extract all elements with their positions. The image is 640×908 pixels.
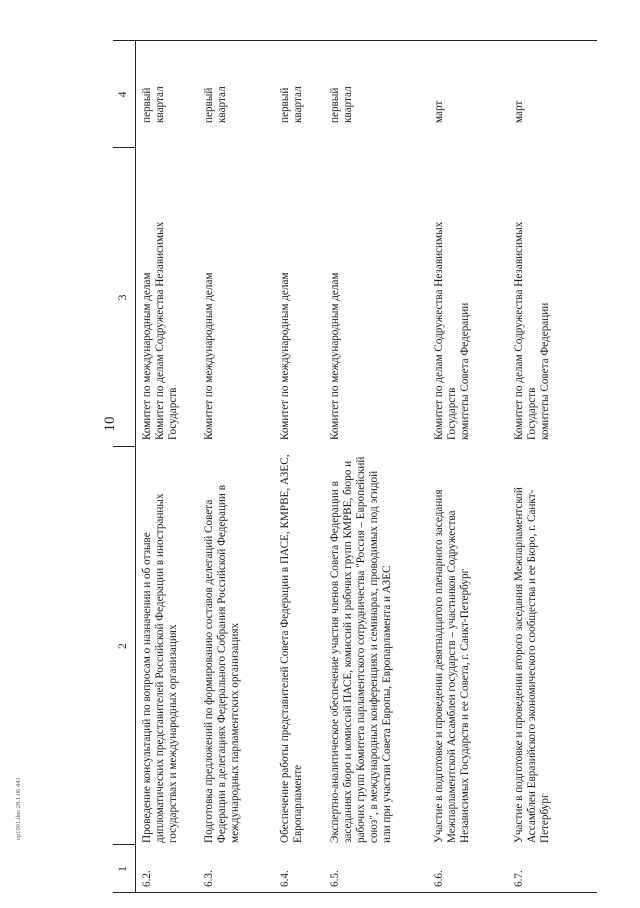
document-footer: ср1901.doc 28.1.06 441 [15, 777, 22, 840]
responsible-committee: Комитет по международным делам [203, 272, 215, 440]
responsible-committee: Комитет по делам Содружества Независимых Государств комитеты Совета Федерации [433, 221, 471, 440]
due-period: первый квартал [141, 86, 166, 123]
item-description: Подготовка предложений по формированию составов делегаций Совета Федерации в делегациях Федерального Собрания Российской Федерации в международных парламентских организациях [203, 485, 241, 843]
item-description: Участие в подготовке и проведении девятнадцатого пленарного заседания Межпарламентской Ассамблеи государств – участников Содружества Независимых Государств и ее Совета, г. Санкт-Петербург [433, 489, 471, 843]
due-period: первый квартал [329, 86, 354, 123]
responsible-committee: Комитет по международным делам [329, 272, 341, 440]
page-number: 10 [102, 416, 118, 432]
item-description: Участие в подготовке и проведении второго заседания Межпарламентской Ассамблеи Евразийского экономического сообщества и ее Бюро, г. Санкт-Петербург [513, 487, 551, 843]
responsible-committee: Комитет по международным делам Комитет по делам Содружества Независимых Государств [141, 221, 179, 440]
responsible-committee: Комитет по международным делам [279, 272, 291, 440]
item-description: Экспертно-аналитическое обеспечение участия членов Совета Федерации в заседаниях бюро и комиссий ПАСЕ, комиссий и рабочих групп КМРВЕ, бюро и рабочих групп Комитета парламентского сотрудничества "Россия – Европейский союз", в международных конференциях и семинарах, проводимых под эгидой или при участии Совета Европы, Европарламента и АЗЕС [329, 456, 393, 843]
item-description: Обеспечение работы представителей Совета Федерации в ПАСЕ, КМРВЕ, АЗЕС, Европарламенте [279, 454, 304, 843]
table-border-left [113, 892, 597, 893]
due-period: первый квартал [203, 86, 228, 123]
due-period: март [513, 100, 525, 123]
item-number: 6.7. [513, 870, 525, 887]
column-number: 3 [115, 294, 129, 301]
item-number: 6.3. [203, 870, 215, 887]
plan-table [113, 40, 597, 893]
due-period: март [433, 100, 445, 123]
column-number: 2 [115, 643, 129, 649]
rotated-table-sheet [113, 8, 597, 908]
due-period: первый квартал [279, 86, 304, 123]
item-number: 6.5. [329, 870, 341, 887]
responsible-committee: Комитет по делам Содружества Независимых Государств комитеты Совета Федерации [513, 221, 551, 440]
item-description: Проведение консультаций по вопросам о назначении и об отзыве дипломатических представителей Российской Федерации в иностранных государствах и международных организациях [141, 493, 179, 843]
table-border-right [113, 40, 597, 41]
item-number: 6.2. [141, 870, 153, 887]
column-number: 4 [115, 91, 129, 98]
item-number: 6.6. [433, 870, 445, 887]
item-number: 6.4. [279, 870, 291, 887]
column-number: 1 [115, 866, 129, 872]
